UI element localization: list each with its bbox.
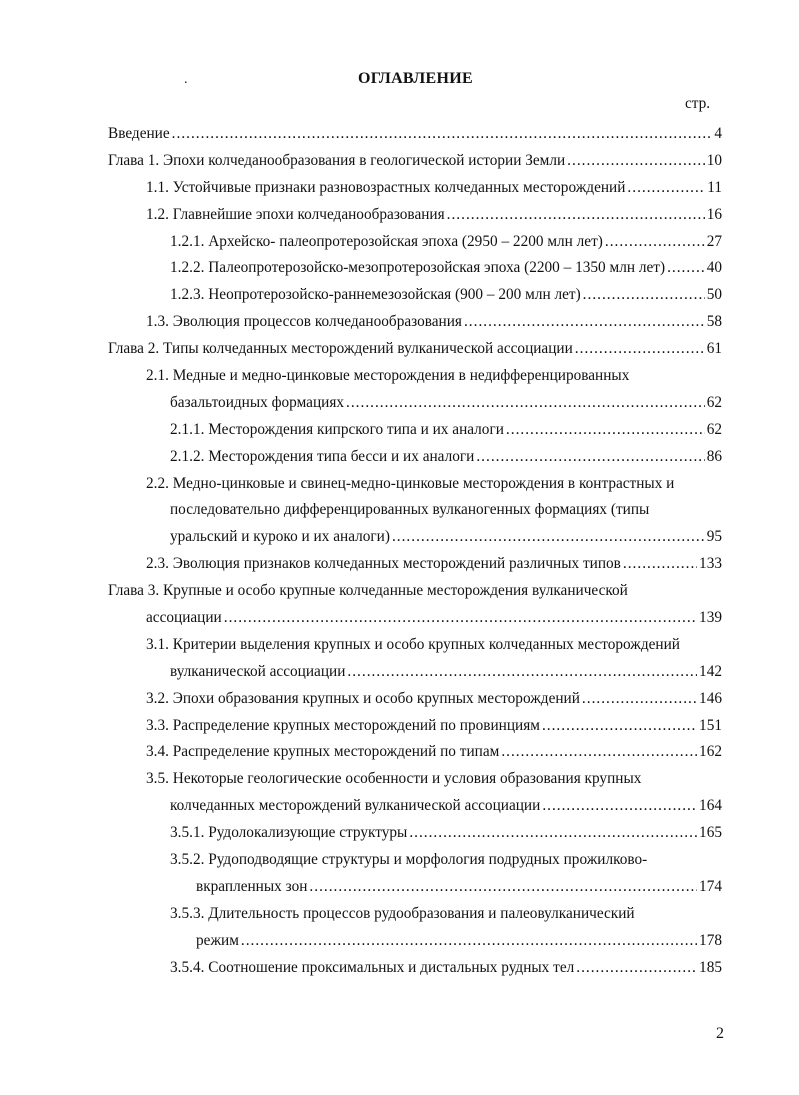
- dot-leader: [667, 255, 705, 282]
- toc-entry-text: 1.1. Устойчивые признаки разновозрастных колчеданных месторождений: [146, 178, 626, 196]
- toc-page-number: 151: [699, 716, 722, 734]
- toc-entry-text: 1.3. Эволюция процессов колчеданообразования: [146, 313, 462, 331]
- dot-leader: [627, 175, 705, 202]
- toc-entry-text: 2.2. Медно-цинковые и свинец-медно-цинковые месторождения в контрастных и: [146, 474, 675, 492]
- toc-entry-text: 3.4. Распределение крупных месторождений по типам: [146, 743, 500, 761]
- dot-leader: [567, 148, 705, 175]
- dot-leader: [605, 229, 705, 256]
- toc-entry-line: [0, 713, 722, 740]
- toc-entry-line: [0, 175, 722, 202]
- toc-entry-text: 3.5.2. Рудоподводящие структуры и морфология подрудных прожилково-: [170, 851, 648, 869]
- dot-leader: [542, 793, 697, 820]
- toc-entry-text: Введение: [108, 125, 170, 142]
- toc-entry-text: Глава 1. Эпохи колчеданообразования в геологической истории Земли: [108, 151, 566, 169]
- toc-entry-line: [0, 739, 722, 766]
- toc-entry-line: [0, 309, 722, 336]
- toc-entry-text: 3.5.4. Соотношение проксимальных и дистальных рудных тел: [170, 958, 575, 976]
- toc-entry-text: Глава 2. Типы колчеданных месторождений вулканической ассоциации: [108, 340, 573, 358]
- dot-leader: [346, 390, 705, 417]
- toc-entry-line: [0, 793, 722, 820]
- dot-leader: [447, 202, 705, 229]
- toc-page-number: 11: [707, 178, 722, 196]
- toc-entry-line: [0, 820, 722, 847]
- toc-entry-line: [0, 390, 722, 417]
- toc-page-number: 133: [699, 555, 722, 573]
- dot-leader: [582, 686, 697, 713]
- toc-page-number: 10: [706, 151, 722, 169]
- dot-leader: [576, 955, 697, 982]
- toc-entry-text: базальтоидных формациях: [170, 393, 345, 411]
- dot-leader: [583, 282, 705, 309]
- toc-entry-line: [0, 417, 722, 444]
- page-title: ОГЛАВЛЕНИЕ: [358, 70, 473, 87]
- toc-entry-text: уральский и куроко и их аналоги): [170, 528, 390, 546]
- toc-entry-line: [0, 202, 722, 229]
- toc-entry-line: [0, 632, 722, 659]
- toc-entry-line: [0, 336, 722, 363]
- toc-entry-text: вулканической ассоциации: [170, 662, 346, 680]
- toc-entry-text: 3.1. Критерии выделения крупных и особо крупных колчеданных месторождений: [146, 635, 680, 653]
- toc-entry-text: 2.1. Медные и медно-цинковые месторождения в недифференцированных: [146, 367, 630, 385]
- toc-page-number: 62: [706, 393, 722, 411]
- toc-entry-text: ассоциации: [146, 609, 222, 627]
- toc-page-number: 142: [699, 662, 722, 680]
- dot-leader: [476, 444, 704, 471]
- toc-entry-text: 1.2. Главнейшие эпохи колчеданообразования: [146, 205, 445, 223]
- dot-leader: [224, 605, 697, 632]
- toc-entry-line: [0, 928, 722, 955]
- toc-entry-line: [0, 551, 722, 578]
- toc-entry-line: [0, 686, 722, 713]
- toc-entry-line: [0, 255, 722, 282]
- toc-entry-text: 3.5.3. Длительность процессов рудообразования и палеовулканический: [170, 904, 635, 922]
- toc-entry-line: [0, 121, 722, 148]
- dot-leader: [172, 121, 713, 148]
- toc-page-number: 58: [706, 313, 722, 331]
- toc-entry-line: [0, 524, 722, 551]
- toc-page-number: 185: [699, 958, 722, 976]
- toc-entry-line: [0, 847, 722, 874]
- toc-entry-text: 2.1.1. Месторождения кипрского типа и их аналоги: [170, 420, 504, 438]
- toc-entry-line: [0, 363, 722, 390]
- table-of-contents: [0, 121, 799, 982]
- toc-entry-text: 1.2.3. Неопротерозойско-раннемезозойская (900 – 200 млн лет): [170, 286, 581, 304]
- dot-leader: [501, 739, 697, 766]
- toc-entry-line: [0, 901, 722, 928]
- toc-entry-line: [0, 497, 722, 524]
- toc-page-number: 95: [706, 528, 722, 546]
- toc-page-number: 178: [699, 931, 722, 949]
- dot-leader: [623, 551, 697, 578]
- toc-entry-line: [0, 444, 722, 471]
- toc-page-number: 146: [699, 689, 722, 707]
- toc-entry-line: [0, 282, 722, 309]
- toc-entry-line: [0, 874, 722, 901]
- toc-entry-text: Глава 3. Крупные и особо крупные колчеданные месторождения вулканической: [108, 582, 628, 600]
- toc-page-number: 27: [706, 232, 722, 250]
- toc-page-number: 16: [706, 205, 722, 223]
- toc-page-number: 4: [714, 125, 722, 142]
- toc-page-number: 86: [706, 447, 722, 465]
- toc-entry-line: [0, 471, 722, 498]
- toc-entry-line: [0, 659, 722, 686]
- toc-page-number: 61: [706, 340, 722, 358]
- toc-entry-line: [0, 229, 722, 256]
- toc-entry-text: 3.3. Распределение крупных месторождений по провинциям: [146, 716, 540, 734]
- dot-leader: [241, 928, 697, 955]
- toc-entry-line: [0, 148, 722, 175]
- page-number: 2: [716, 1025, 724, 1042]
- toc-entry-line: [0, 955, 722, 982]
- toc-page-number: 165: [699, 824, 722, 842]
- toc-entry-text: вкрапленных зон: [196, 877, 308, 895]
- stray-mark: .: [184, 72, 188, 87]
- page-column-label: стр.: [685, 95, 711, 112]
- toc-entry-text: 3.2. Эпохи образования крупных и особо крупных месторождений: [146, 689, 580, 707]
- toc-page-number: 164: [699, 797, 722, 815]
- toc-page-number: 40: [706, 259, 722, 277]
- dot-leader: [542, 713, 697, 740]
- toc-entry-text: 2.1.2. Месторождения типа бесси и их аналоги: [170, 447, 475, 465]
- toc-entry-line: [0, 766, 722, 793]
- dot-leader: [575, 336, 705, 363]
- toc-page-number: 174: [699, 877, 722, 895]
- dot-leader: [392, 524, 705, 551]
- dot-leader: [464, 309, 705, 336]
- dot-leader: [506, 417, 705, 444]
- toc-entry-text: режим: [196, 931, 239, 949]
- toc-page-number: 62: [706, 420, 722, 438]
- dot-leader: [347, 659, 697, 686]
- toc-page-number: 162: [699, 743, 722, 761]
- toc-entry-line: [0, 605, 722, 632]
- dot-leader: [409, 820, 697, 847]
- toc-entry-line: [0, 578, 722, 605]
- toc-entry-text: 3.5. Некоторые геологические особенности и условия образования крупных: [146, 770, 642, 788]
- toc-entry-text: 3.5.1. Рудолокализующие структуры: [170, 824, 408, 842]
- toc-page-number: 139: [699, 609, 722, 627]
- toc-entry-text: 2.3. Эволюция признаков колчеданных месторождений различных типов: [146, 555, 621, 573]
- dot-leader: [309, 874, 697, 901]
- toc-page-number: 50: [706, 286, 722, 304]
- toc-entry-text: колчеданных месторождений вулканической ассоциации: [170, 797, 541, 815]
- toc-entry-text: последовательно дифференцированных вулканогенных формациях (типы: [170, 501, 650, 519]
- toc-entry-text: 1.2.2. Палеопротерозойско-мезопротерозойская эпоха (2200 – 1350 млн лет): [170, 259, 666, 277]
- toc-entry-text: 1.2.1. Архейско- палеопротерозойская эпоха (2950 – 2200 млн лет): [170, 232, 603, 250]
